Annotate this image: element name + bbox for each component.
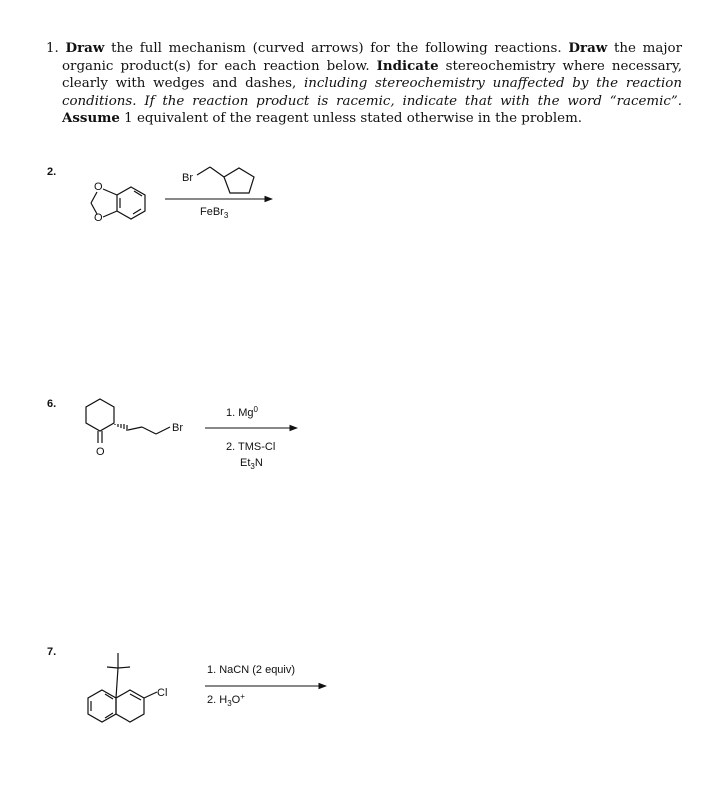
instr-bold-indicate: Indicate xyxy=(376,57,439,74)
instr-text-3: stereochemistry where necessary, clearly with wedges and dashes, xyxy=(62,58,682,91)
problem-2-oxygen-top: O xyxy=(94,181,103,193)
problem-6-base: $Et_3N$ xyxy=(240,457,263,471)
problem-7-substrate xyxy=(88,653,157,722)
problem-6-step1: 1. Mg$^0$ xyxy=(226,405,258,419)
problem-6-substrate xyxy=(86,399,170,443)
problem-6-bromine: Br xyxy=(172,422,183,434)
problem-7-step1: 1. NaCN (2 equiv) xyxy=(207,664,296,676)
instr-bold-draw-1: Draw xyxy=(65,40,105,56)
problem-6-label: 6. xyxy=(47,398,57,410)
problem-2-reagent xyxy=(197,167,254,193)
problem-7-chlorine: Cl xyxy=(157,687,168,699)
instr-text-4: 1 equivalent of the reagent unless stated otherwise in the problem. xyxy=(119,111,583,126)
problem-2-label: 2. xyxy=(47,166,57,178)
problem-2-oxygen-bottom: O xyxy=(94,212,103,224)
problem-2-catalyst: FeBr$_3$ xyxy=(200,206,229,220)
problem-6-carbonyl-oxygen: O xyxy=(96,446,105,458)
instr-bold-draw-2: Draw xyxy=(568,40,608,56)
problem-7-step2: 2. $H_3O^+$ xyxy=(207,692,245,708)
problem-6-step2: 2. TMS-Cl xyxy=(226,441,276,453)
instr-italic-racemic: including stereochemistry unaffected by the reaction conditions. If the reaction product is racemic, indicate that with the word “racemic”. xyxy=(62,76,682,109)
question-number: 1. xyxy=(46,41,59,56)
instr-text-2: the major organic product(s) for each reaction below. xyxy=(62,41,682,74)
problem-2-bromine: Br xyxy=(182,172,193,184)
problem-7-label: 7. xyxy=(47,646,57,658)
instr-text-1: the full mechanism (curved arrows) for the following reactions. xyxy=(104,41,569,56)
instr-bold-assume: Assume xyxy=(62,110,120,126)
